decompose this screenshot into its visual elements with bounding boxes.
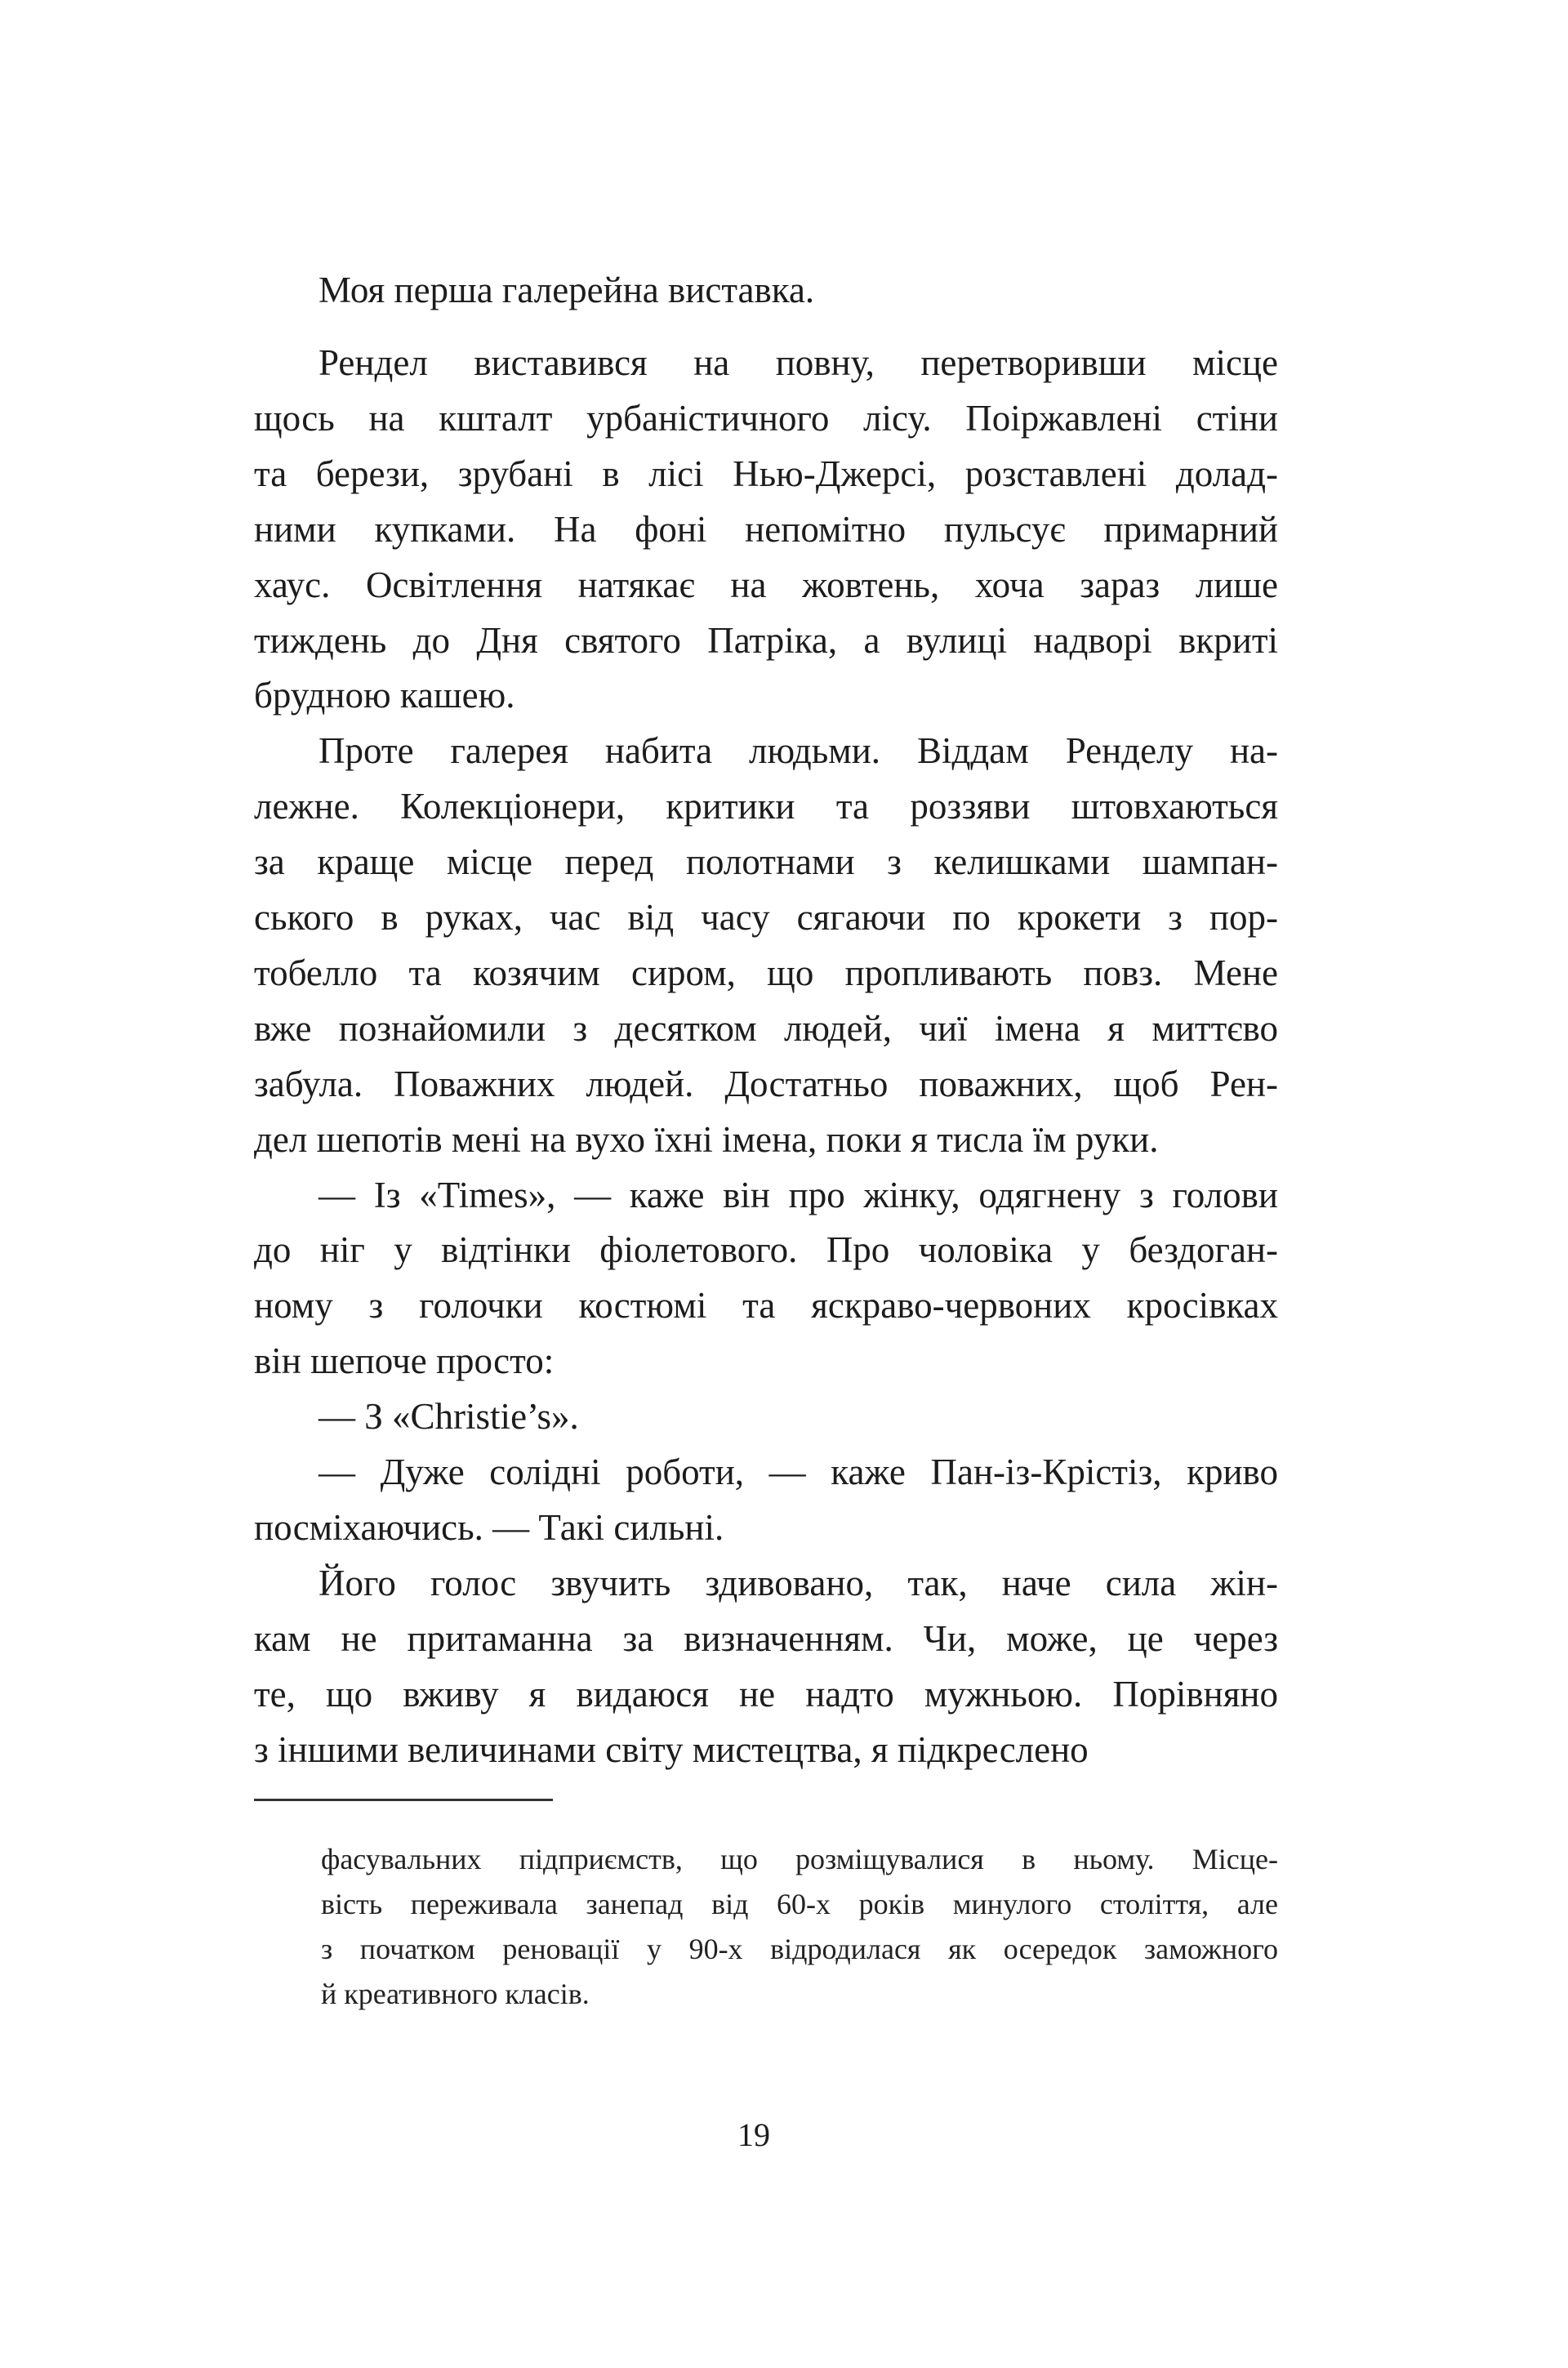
text-line: посміхаючись. — Такі сильні. [254,1506,724,1548]
text-line: кам не притаманна за визначенням. Чи, може, це через [254,1617,1278,1659]
paragraph-first-line: — Дуже солідні роботи, — каже Пан-із-Крістіз, криво [318,1452,1278,1492]
text-line: тиждень до Дня святого Патріка, а вулиці надворі вкриті [254,619,1278,661]
paragraph-first-line: Моя перша галерейна виставка. [318,270,815,310]
text-line: з іншими величинами світу мистецтва, я підкреслено [254,1728,1089,1770]
text-line: щось на кшталт урбаністичного лісу. Поіржавлені стіни [254,397,1278,439]
text-line: вже познайомили з десятком людей, чиї імена я миттєво [254,1007,1278,1049]
text-line: ського в руках, час від часу сягаючи по крокети з пор- [254,897,1278,938]
text-line: те, що вживу я видаюся не надто мужньою. Порівняно [254,1673,1278,1715]
text-line: лежне. Колекціонери, критики та роззяви штовхаються [254,786,1278,827]
footnote-line: й креативного класів. [321,1978,590,2010]
paragraph-first-line: — З «Christie’s». [318,1396,579,1438]
text-line: до ніг у відтінки фіолетового. Про чоловіка у бездоган- [254,1229,1278,1271]
page-number: 19 [737,2116,770,2153]
paragraph-first-line: Рендел виставився на повну, перетворивши місце [318,342,1278,383]
footnote-line: вість переживала занепад від 60-х років минулого століття, але [321,1888,1278,1920]
paragraph-first-line: Проте галерея набита людьми. Віддам Ренделу на- [318,730,1278,772]
text-line: хаус. Освітлення натякає на жовтень, хоча зараз лише [254,564,1278,605]
footnote-separator [254,1799,553,1801]
paragraph-first-line: Його голос звучить здивовано, так, наче сила жін- [318,1562,1278,1603]
text-line: забула. Поважних людей. Достатньо поважних, щоб Рен- [254,1063,1278,1104]
text-line: та берези, зрубані в лісі Нью-Джерсі, розставлені долад- [254,453,1278,494]
footnote-line: фасувальних підприємств, що розміщувалися в ньому. Місце- [321,1843,1278,1875]
text-line: він шепоче просто: [254,1340,555,1382]
text-line: брудною кашею. [254,675,515,716]
text-line: ному з голочки костюмі та яскраво-червоних кросівках [254,1285,1278,1327]
text-line: дел шепотів мені на вухо їхні імена, поки я тисла їм руки. [254,1118,1159,1160]
text-line: за краще місце перед полотнами з келишками шампан- [254,841,1278,883]
paragraph-first-line: — Із «Times», — каже він про жінку, одягнену з голови [318,1174,1278,1215]
text-line: ними купками. На фоні непомітно пульсує примарний [254,508,1278,550]
footnote-line: з початком реновації у 90-х відродилася як осередок заможного [321,1933,1278,1965]
text-line: тобелло та козячим сиром, що пропливають повз. Мене [254,952,1278,993]
